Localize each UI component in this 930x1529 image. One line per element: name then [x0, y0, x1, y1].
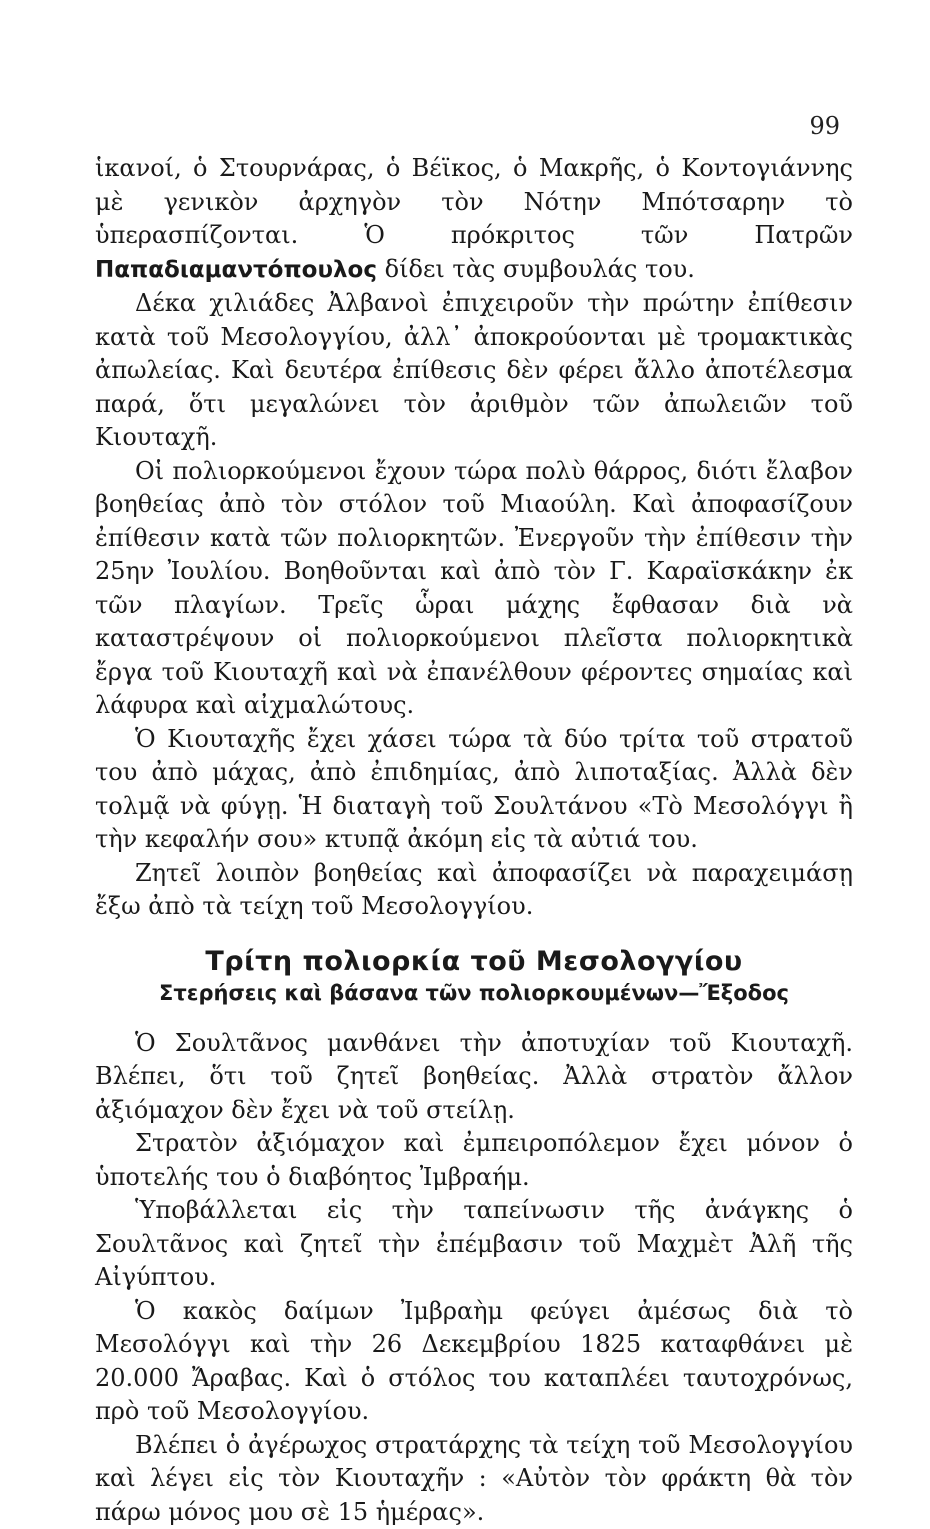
page-content — [95, 152, 853, 1529]
paragraph: Ζητεῖ λοιπὸν βοηθείας καὶ ἀποφασίζει νὰ παραχειμάσῃ ἔξω ἀπὸ τὰ τείχη τοῦ Μεσολογγίου. — [95, 857, 853, 924]
paragraph: Ὁ κακὸς δαίμων Ἰμβραὴμ φεύγει ἀμέσως διὰ τὸ Μεσολόγγι καὶ τὴν 26 Δεκεμβρίου 1825 καταφθάνει μὲ 20.000 Ἄραβας. Καὶ ὁ στόλος του καταπλέει ταυτοχρόνως, πρὸ τοῦ Μεσολογγίου. — [95, 1295, 853, 1429]
page-number: 99 — [809, 112, 840, 140]
section-subheading: Στερήσεις καὶ βάσανα τῶν πολιορκουμένων—Ἔξοδος — [95, 981, 853, 1005]
section-heading: Τρίτη πολιορκία τοῦ Μεσολογγίου — [95, 946, 853, 977]
paragraph: Δέκα χιλιάδες Ἀλβανοὶ ἐπιχειροῦν τὴν πρώτην ἐπίθεσιν κατὰ τοῦ Μεσολογγίου, ἀλλ᾽ ἀποκρούονται μὲ τρομακτικὰς ἀπωλείας. Καὶ δευτέρα ἐπίθεσις δὲν φέρει ἄλλο ἀποτέλεσμα παρά, ὅτι μεγαλώνει τὸν ἀριθμὸν τῶν ἀπωλειῶν τοῦ Κιουταχῆ. — [95, 287, 853, 455]
paragraph: Στρατὸν ἀξιόμαχον καὶ ἐμπειροπόλεμον ἔχει μόνον ὁ ὑποτελής του ὁ διαβόητος Ἰμβραήμ. — [95, 1127, 853, 1194]
paragraph-continued — [95, 152, 853, 287]
paragraph: Ὁ Κιουταχῆς ἔχει χάσει τώρα τὰ δύο τρίτα τοῦ στρατοῦ του ἀπὸ μάχας, ἀπὸ ἐπιδημίας, ἀπὸ λιποταξίας. Ἀλλὰ δὲν τολμᾷ νὰ φύγῃ. Ἡ διαταγὴ τοῦ Σουλτάνου «Τὸ Μεσολόγγι ἢ τὴν κεφαλήν σου» κτυπᾷ ἀκόμη εἰς τὰ αὐτιά του. — [95, 723, 853, 857]
bold-name: Παπαδιαμαντόπουλος — [95, 257, 377, 283]
paragraph: Ὁ Σουλτᾶνος μανθάνει τὴν ἀποτυχίαν τοῦ Κιουταχῆ. Βλέπει, ὅτι τοῦ ζητεῖ βοηθείας. Ἀλλὰ στρατὸν ἄλλον ἀξιόμαχον δὲν ἔχει νὰ τοῦ στείλῃ. — [95, 1027, 853, 1128]
paragraph-text-after-name: δίδει τὰς συμβουλάς του. — [385, 255, 695, 283]
paragraph: Βλέπει ὁ ἀγέρωχος στρατάρχης τὰ τείχη τοῦ Μεσολογγίου καὶ λέγει εἰς τὸν Κιουταχῆν : «Αὐτὸν τὸν φράκτη θὰ τὸν πάρω μόνος μου σὲ 15 ἡμέρας». — [95, 1429, 853, 1529]
paragraph: Οἱ πολιορκούμενοι ἔχουν τώρα πολὺ θάρρος, διότι ἔλαβον βοηθείας ἀπὸ τὸν στόλον τοῦ Μιαούλη. Καὶ ἀποφασίζουν ἐπίθεσιν κατὰ τῶν πολιορκητῶν. Ἐνεργοῦν τὴν ἐπίθεσιν τὴν 25ην Ἰουλίου. Βοηθοῦνται καὶ ἀπὸ τὸν Γ. Καραϊσκάκην ἐκ τῶν πλαγίων. Τρεῖς ὧραι μάχης ἔφθασαν διὰ νὰ καταστρέψουν οἱ πολιορκούμενοι πλεῖστα πολιορκητικὰ ἔργα τοῦ Κιουταχῆ καὶ νὰ ἐπανέλθουν φέροντες σημαίας καὶ λάφυρα καὶ αἰχμαλώτους. — [95, 455, 853, 723]
paragraph: Ὑποβάλλεται εἰς τὴν ταπείνωσιν τῆς ἀνάγκης ὁ Σουλτᾶνος καὶ ζητεῖ τὴν ἐπέμβασιν τοῦ Μαχμὲτ Ἀλῆ τῆς Αἰγύπτου. — [95, 1194, 853, 1295]
paragraph-text-before-name: ἱκανοί, ὁ Στουρνάρας, ὁ Βέϊκος, ὁ Μακρῆς, ὁ Κοντογιάννης μὲ γενικὸν ἀρχηγὸν τὸν Νότην Μπότσαρην τὸ ὑπερασπίζονται. Ὁ πρόκριτος τῶν Πατρῶν — [95, 154, 853, 249]
